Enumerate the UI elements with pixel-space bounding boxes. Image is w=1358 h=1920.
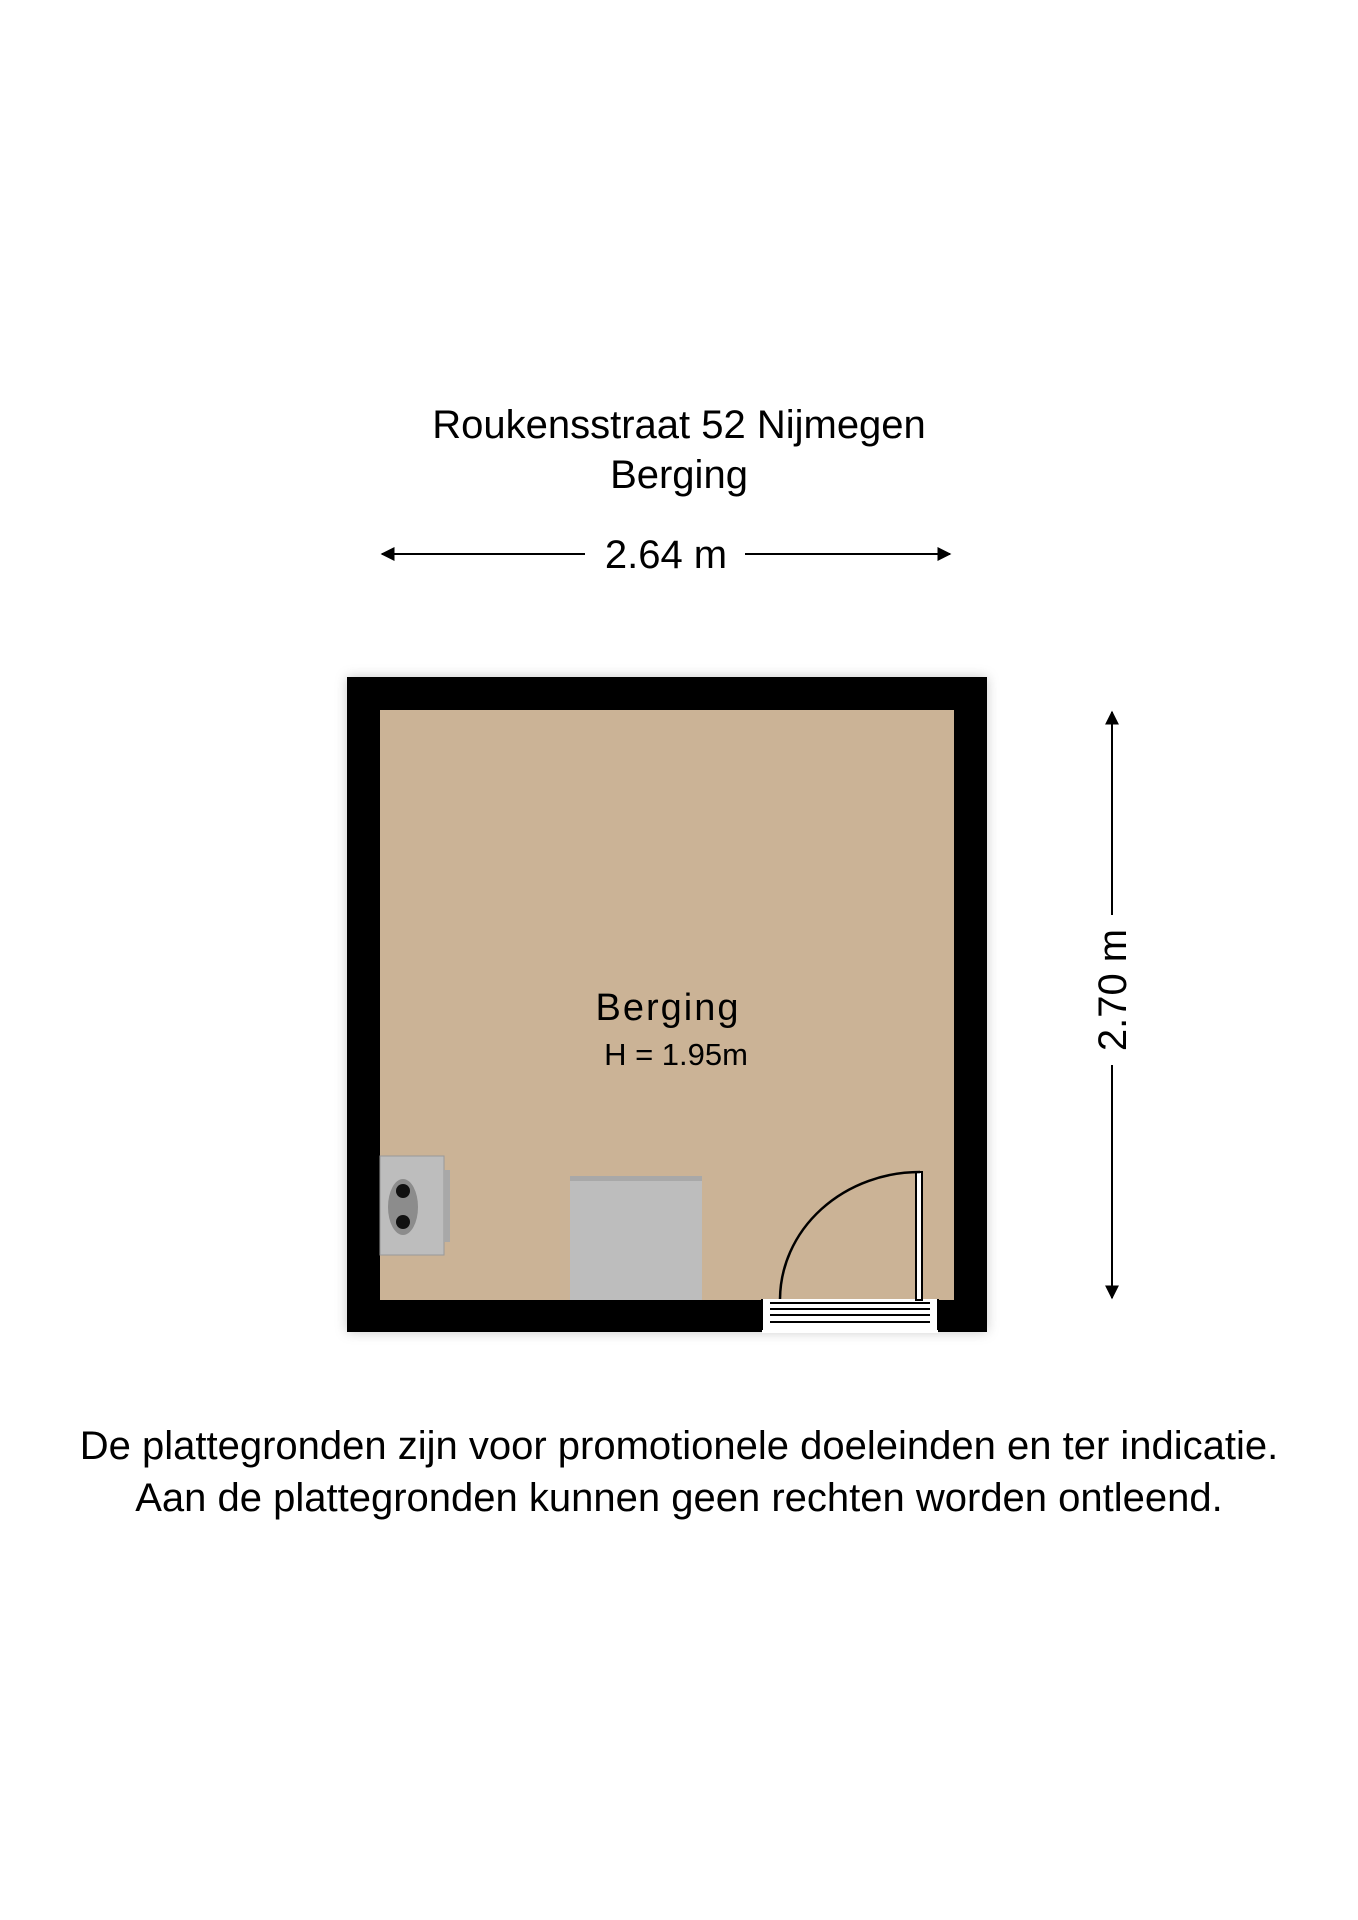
width-dimension: [382, 533, 950, 577]
disclaimer-line-2: Aan de plattegronden kunnen geen rechten worden ontleend.: [135, 1476, 1223, 1520]
room-height: H = 1.95m: [604, 1037, 748, 1072]
floor-title: Berging: [610, 453, 748, 497]
depth-dimension: [1091, 712, 1135, 1298]
disclaimer-line-1: De plattegronden zijn voor promotionele doeleinden en ter indicatie.: [79, 1424, 1279, 1468]
depth-label: 2.70 m: [1091, 928, 1135, 1052]
storage-unit: [570, 1176, 702, 1300]
width-label: 2.64 m: [604, 533, 728, 577]
boiler-fixture: [380, 1156, 450, 1255]
room: [347, 677, 987, 1333]
room-name: Berging: [595, 987, 741, 1029]
address-title: Roukensstraat 52 Nijmegen: [432, 403, 926, 447]
door-leaf: [916, 1172, 922, 1300]
